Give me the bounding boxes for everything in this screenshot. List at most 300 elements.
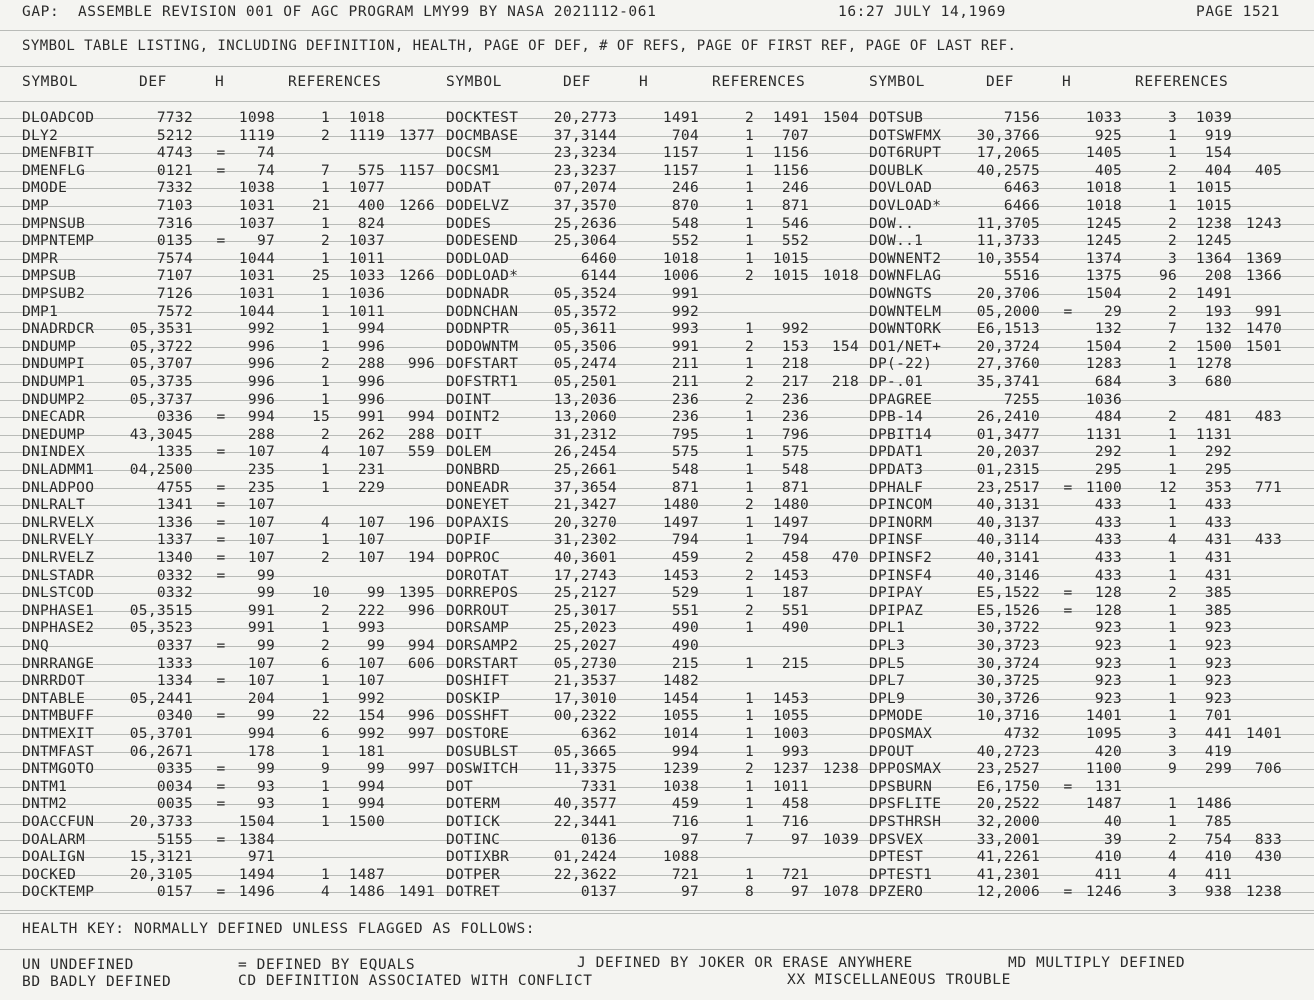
first-reference-page: 707 [781, 128, 809, 144]
symbol-name: DMODE [22, 180, 68, 196]
symbol-definition: 01,2315 [976, 462, 1040, 478]
symbol-definition: 0135 [156, 233, 193, 249]
reference-count: 1 [744, 620, 754, 636]
last-reference-page: 996 [407, 603, 435, 619]
symbol-name: DPL5 [869, 656, 906, 672]
health-key-item: XX MISCELLANEOUS TROUBLE [787, 972, 1011, 988]
symbol-definition: 1333 [156, 656, 193, 672]
definition-page: 684 [1094, 374, 1122, 390]
symbol-name: DMENFBIT [22, 145, 95, 161]
definition-page: 1491 [662, 110, 699, 126]
symbol-definition: 13,2036 [553, 392, 617, 408]
symbol-definition: 10,3554 [976, 251, 1040, 267]
reference-count: 1 [1167, 550, 1177, 566]
first-reference-page: 1237 [772, 761, 809, 777]
definition-page: 1018 [1085, 198, 1122, 214]
last-reference-page: 1366 [1245, 268, 1282, 284]
last-reference-page: 991 [1254, 304, 1282, 320]
health-flag: = [216, 884, 226, 900]
symbol-name: DOTPER [446, 867, 501, 883]
reference-count: 2 [744, 268, 754, 284]
reference-count: 2 [1167, 832, 1177, 848]
symbol-name: DOPIF [446, 532, 492, 548]
reference-count: 6 [320, 726, 330, 742]
last-reference-page: 1266 [398, 198, 435, 214]
reference-count: 2 [320, 603, 330, 619]
symbol-name: DMPNTEMP [22, 233, 95, 249]
first-reference-page: 1500 [348, 814, 385, 830]
first-reference-page: 1018 [348, 110, 385, 126]
last-reference-page: 997 [407, 726, 435, 742]
symbol-definition: 1336 [156, 515, 193, 531]
symbol-definition: E5,1526 [976, 603, 1040, 619]
symbol-definition: 00,2322 [553, 708, 617, 724]
symbol-definition: 1337 [156, 532, 193, 548]
definition-page: 97 [680, 832, 699, 848]
reference-count: 1 [744, 180, 754, 196]
reference-count: 2 [1167, 304, 1177, 320]
reference-count: 2 [1167, 163, 1177, 179]
definition-page: 131 [1094, 779, 1122, 795]
reference-count: 1 [320, 110, 330, 126]
first-reference-page: 1011 [772, 779, 809, 795]
symbol-definition: 40,3141 [976, 550, 1040, 566]
symbol-definition: 4755 [156, 480, 193, 496]
first-reference-page: 575 [781, 444, 809, 460]
reference-count: 4 [320, 515, 330, 531]
symbol-definition: 40,3146 [976, 568, 1040, 584]
definition-page: 1374 [1085, 251, 1122, 267]
symbol-name: DORSTART [446, 656, 519, 672]
definition-page: 99 [256, 638, 275, 654]
first-reference-page: 218 [781, 356, 809, 372]
assembly-header: GAP: ASSEMBLE REVISION 001 OF AGC PROGRAM LMY99 BY NASA 2021112-061 [22, 4, 657, 20]
symbol-name: DOTIXBR [446, 849, 510, 865]
definition-page: 991 [671, 286, 699, 302]
health-key-item: UN UNDEFINED [22, 957, 134, 973]
reference-count: 1 [320, 691, 330, 707]
first-reference-page: 410 [1204, 849, 1232, 865]
symbol-name: DOCKTEST [446, 110, 519, 126]
symbol-name: DOFSTRT1 [446, 374, 519, 390]
reference-count: 3 [1167, 884, 1177, 900]
symbol-name: DLOADCOD [22, 110, 95, 126]
first-reference-page: 385 [1204, 603, 1232, 619]
symbol-name: DODOWNTM [446, 339, 519, 355]
symbol-name: DPSBURN [869, 779, 933, 795]
symbol-name: DPMODE [869, 708, 924, 724]
definition-page: 235 [247, 462, 275, 478]
definition-page: 40 [1103, 814, 1122, 830]
symbol-name: DPIPAY [869, 585, 924, 601]
symbol-definition: 31,2302 [553, 532, 617, 548]
symbol-definition: 04,2500 [129, 462, 193, 478]
definition-page: 993 [671, 321, 699, 337]
symbol-definition: 21,3427 [553, 497, 617, 513]
reference-count: 1 [744, 796, 754, 812]
first-reference-page: 99 [366, 761, 385, 777]
header-page-number: PAGE 1521 [1196, 4, 1280, 20]
first-reference-page: 419 [1204, 744, 1232, 760]
symbol-definition: 13,2060 [553, 409, 617, 425]
symbol-name: DPDAT3 [869, 462, 924, 478]
column-header-health: H [639, 74, 649, 90]
symbol-name: DNTM1 [22, 779, 68, 795]
health-flag: = [216, 480, 226, 496]
definition-page: 433 [1094, 568, 1122, 584]
symbol-definition: 05,3531 [129, 321, 193, 337]
symbol-definition: 1335 [156, 444, 193, 460]
first-reference-page: 107 [357, 656, 385, 672]
definition-page: 1095 [1085, 726, 1122, 742]
symbol-name: DOSTORE [446, 726, 510, 742]
definition-page: 288 [247, 427, 275, 443]
symbol-name: DPL1 [869, 620, 906, 636]
symbol-name: DMENFLG [22, 163, 86, 179]
definition-page: 1031 [238, 268, 275, 284]
symbol-definition: 7156 [1003, 110, 1040, 126]
definition-page: 994 [247, 409, 275, 425]
definition-page: 93 [256, 796, 275, 812]
definition-page: 996 [247, 356, 275, 372]
definition-page: 1037 [238, 216, 275, 232]
symbol-definition: 30,3723 [976, 638, 1040, 654]
definition-page: 871 [671, 480, 699, 496]
first-reference-page: 107 [357, 532, 385, 548]
ruled-line [0, 66, 1314, 67]
symbol-definition: 0332 [156, 585, 193, 601]
symbol-name: DNLSTADR [22, 568, 95, 584]
symbol-name: DOWNGTS [869, 286, 933, 302]
symbol-definition: 05,2730 [553, 656, 617, 672]
reference-count: 2 [320, 550, 330, 566]
definition-page: 996 [247, 392, 275, 408]
last-reference-page: 1238 [1245, 884, 1282, 900]
symbol-name: DPINORM [869, 515, 933, 531]
symbol-name: DOPAXIS [446, 515, 510, 531]
last-reference-page: 1266 [398, 268, 435, 284]
definition-page: 1157 [662, 163, 699, 179]
first-reference-page: 107 [357, 550, 385, 566]
first-reference-page: 97 [790, 832, 809, 848]
first-reference-page: 552 [781, 233, 809, 249]
definition-page: 1018 [662, 251, 699, 267]
definition-page: 433 [1094, 550, 1122, 566]
symbol-definition: 22,3441 [553, 814, 617, 830]
definition-page: 99 [256, 585, 275, 601]
symbol-definition: 25,2027 [553, 638, 617, 654]
reference-count: 1 [744, 585, 754, 601]
reference-count: 1 [1167, 444, 1177, 460]
first-reference-page: 701 [1204, 708, 1232, 724]
symbol-definition: 6463 [1003, 180, 1040, 196]
first-reference-page: 871 [781, 480, 809, 496]
symbol-definition: 0335 [156, 761, 193, 777]
reference-count: 2 [1167, 286, 1177, 302]
last-reference-page: 483 [1254, 409, 1282, 425]
definition-page: 795 [671, 427, 699, 443]
first-reference-page: 411 [1204, 867, 1232, 883]
reference-count: 15 [311, 409, 330, 425]
first-reference-page: 992 [781, 321, 809, 337]
first-reference-page: 404 [1204, 163, 1232, 179]
first-reference-page: 1487 [348, 867, 385, 883]
definition-page: 923 [1094, 656, 1122, 672]
first-reference-page: 794 [781, 532, 809, 548]
symbol-definition: 06,2671 [129, 744, 193, 760]
definition-page: 1119 [238, 128, 275, 144]
first-reference-page: 1077 [348, 180, 385, 196]
health-flag: = [1063, 585, 1073, 601]
first-reference-page: 208 [1204, 268, 1232, 284]
definition-page: 1157 [662, 145, 699, 161]
symbol-definition: 05,3665 [553, 744, 617, 760]
reference-count: 1 [744, 691, 754, 707]
first-reference-page: 458 [781, 550, 809, 566]
symbol-name: DNRRANGE [22, 656, 95, 672]
symbol-name: DNTM2 [22, 796, 68, 812]
first-reference-page: 299 [1204, 761, 1232, 777]
first-reference-page: 231 [357, 462, 385, 478]
symbol-definition: 0337 [156, 638, 193, 654]
symbol-name: DPL7 [869, 673, 906, 689]
reference-count: 10 [311, 585, 330, 601]
definition-page: 548 [671, 216, 699, 232]
symbol-name: DPOSMAX [869, 726, 933, 742]
symbol-definition: 32,2000 [976, 814, 1040, 830]
last-reference-page: 1369 [1245, 251, 1282, 267]
definition-page: 490 [671, 620, 699, 636]
definition-page: 1504 [1085, 339, 1122, 355]
reference-count: 2 [320, 638, 330, 654]
symbol-name: DOCMBASE [446, 128, 519, 144]
reference-count: 1 [320, 304, 330, 320]
health-flag: = [216, 409, 226, 425]
last-reference-page: 470 [831, 550, 859, 566]
symbol-definition: 37,3144 [553, 128, 617, 144]
first-reference-page: 754 [1204, 832, 1232, 848]
first-reference-page: 1453 [772, 691, 809, 707]
reference-count: 1 [320, 620, 330, 636]
reference-count: 3 [1167, 374, 1177, 390]
symbol-name: DNDUMP1 [22, 374, 86, 390]
definition-page: 295 [1094, 462, 1122, 478]
definition-page: 991 [671, 339, 699, 355]
reference-count: 1 [320, 462, 330, 478]
first-reference-page: 785 [1204, 814, 1232, 830]
symbol-definition: 25,2023 [553, 620, 617, 636]
reference-count: 4 [1167, 532, 1177, 548]
definition-page: 1482 [662, 673, 699, 689]
definition-page: 1038 [662, 779, 699, 795]
health-flag: = [216, 444, 226, 460]
symbol-name: DNTABLE [22, 691, 86, 707]
symbol-definition: 0034 [156, 779, 193, 795]
symbol-name: DPAGREE [869, 392, 933, 408]
definition-page: 74 [256, 163, 275, 179]
last-reference-page: 1395 [398, 585, 435, 601]
reference-count: 2 [744, 392, 754, 408]
symbol-name: DODNPTR [446, 321, 510, 337]
reference-count: 1 [744, 515, 754, 531]
symbol-name: DNRRDOT [22, 673, 86, 689]
symbol-definition: 6466 [1003, 198, 1040, 214]
symbol-definition: E6,1513 [976, 321, 1040, 337]
column-header-symbol: SYMBOL [446, 74, 502, 90]
symbol-definition: 40,3114 [976, 532, 1040, 548]
symbol-definition: 05,3506 [553, 339, 617, 355]
symbol-name: DPIPAZ [869, 603, 924, 619]
symbol-definition: 23,3237 [553, 163, 617, 179]
definition-page: 1245 [1085, 233, 1122, 249]
first-reference-page: 1033 [348, 268, 385, 284]
last-reference-page: 1243 [1245, 216, 1282, 232]
definition-page: 1480 [662, 497, 699, 513]
symbol-definition: 0340 [156, 708, 193, 724]
last-reference-page: 771 [1254, 480, 1282, 496]
symbol-name: DOPROC [446, 550, 501, 566]
first-reference-page: 1039 [1195, 110, 1232, 126]
symbol-definition: 05,3707 [129, 356, 193, 372]
last-reference-page: 194 [407, 550, 435, 566]
symbol-definition: 21,3537 [553, 673, 617, 689]
definition-page: 236 [671, 392, 699, 408]
first-reference-page: 992 [357, 691, 385, 707]
reference-count: 1 [744, 726, 754, 742]
column-header-def: DEF [563, 74, 591, 90]
definition-page: 128 [1094, 585, 1122, 601]
symbol-name: DOT6RUPT [869, 145, 942, 161]
symbol-definition: 20,2522 [976, 796, 1040, 812]
health-flag: = [216, 673, 226, 689]
reference-count: 2 [320, 427, 330, 443]
first-reference-page: 996 [357, 374, 385, 390]
definition-page: 1033 [1085, 110, 1122, 126]
symbol-definition: 41,2261 [976, 849, 1040, 865]
first-reference-page: 1245 [1195, 233, 1232, 249]
symbol-definition: 25,2127 [553, 585, 617, 601]
health-flag: = [216, 497, 226, 513]
symbol-name: DOWNFLAG [869, 268, 942, 284]
symbol-name: DNINDEX [22, 444, 86, 460]
last-reference-page: 1039 [822, 832, 859, 848]
last-reference-page: 430 [1254, 849, 1282, 865]
definition-page: 1283 [1085, 356, 1122, 372]
reference-count: 1 [744, 356, 754, 372]
first-reference-page: 99 [366, 638, 385, 654]
symbol-name: DONBRD [446, 462, 501, 478]
symbol-name: DOTERM [446, 796, 501, 812]
first-reference-page: 1453 [772, 568, 809, 584]
reference-count: 2 [320, 356, 330, 372]
last-reference-page: 996 [407, 356, 435, 372]
last-reference-page: 1238 [822, 761, 859, 777]
last-reference-page: 1491 [398, 884, 435, 900]
symbol-definition: 20,3706 [976, 286, 1040, 302]
symbol-definition: 05,3515 [129, 603, 193, 619]
definition-page: 1055 [662, 708, 699, 724]
reference-count: 2 [744, 497, 754, 513]
reference-count: 1 [1167, 638, 1177, 654]
first-reference-page: 1015 [772, 251, 809, 267]
first-reference-page: 1015 [1195, 180, 1232, 196]
definition-page: 1098 [238, 110, 275, 126]
first-reference-page: 433 [1204, 515, 1232, 531]
symbol-name: DOW.. [869, 216, 915, 232]
first-reference-page: 246 [781, 180, 809, 196]
health-key-item: CD DEFINITION ASSOCIATED WITH CONFLICT [238, 973, 593, 989]
definition-page: 211 [671, 356, 699, 372]
symbol-name: DP-.01 [869, 374, 924, 390]
symbol-definition: 7316 [156, 216, 193, 232]
symbol-definition: 33,2001 [976, 832, 1040, 848]
symbol-name: DNPHASE2 [22, 620, 95, 636]
symbol-definition: 05,2441 [129, 691, 193, 707]
symbol-definition: 25,2661 [553, 462, 617, 478]
first-reference-page: 236 [781, 392, 809, 408]
last-reference-page: 994 [407, 409, 435, 425]
reference-count: 4 [320, 444, 330, 460]
symbol-definition: 05,3572 [553, 304, 617, 320]
definition-page: 575 [671, 444, 699, 460]
symbol-name: DPBIT14 [869, 427, 933, 443]
health-flag: = [216, 145, 226, 161]
symbol-definition: 25,2636 [553, 216, 617, 232]
reference-count: 1 [744, 444, 754, 460]
symbol-definition: 7255 [1003, 392, 1040, 408]
symbol-name: DOSKIP [446, 691, 501, 707]
definition-page: 704 [671, 128, 699, 144]
symbol-definition: 30,3722 [976, 620, 1040, 636]
symbol-name: DOCSM1 [446, 163, 501, 179]
symbol-definition: 40,3137 [976, 515, 1040, 531]
symbol-name: DPPOSMAX [869, 761, 942, 777]
definition-page: 484 [1094, 409, 1122, 425]
definition-page: 490 [671, 638, 699, 654]
symbol-name: DMP [22, 198, 50, 214]
symbol-definition: 5155 [156, 832, 193, 848]
symbol-definition: 7107 [156, 268, 193, 284]
symbol-definition: 22,3622 [553, 867, 617, 883]
header-time-date: 16:27 JULY 14,1969 [838, 4, 1006, 20]
symbol-name: DOSWITCH [446, 761, 519, 777]
last-reference-page: 559 [407, 444, 435, 460]
first-reference-page: 1497 [772, 515, 809, 531]
definition-page: 1494 [238, 867, 275, 883]
definition-page: 1036 [1085, 392, 1122, 408]
reference-count: 1 [744, 216, 754, 232]
definition-page: 1031 [238, 286, 275, 302]
symbol-definition: 30,3724 [976, 656, 1040, 672]
ruled-line [0, 30, 1314, 31]
symbol-definition: 6144 [580, 268, 617, 284]
symbol-definition: 23,2527 [976, 761, 1040, 777]
definition-page: 991 [247, 620, 275, 636]
column-header-health: H [1062, 74, 1072, 90]
symbol-definition: 05,2000 [976, 304, 1040, 320]
last-reference-page: 433 [1254, 532, 1282, 548]
definition-page: 107 [247, 532, 275, 548]
health-flag: = [216, 708, 226, 724]
first-reference-page: 107 [357, 515, 385, 531]
first-reference-page: 919 [1204, 128, 1232, 144]
reference-count: 3 [1167, 744, 1177, 760]
last-reference-page: 1157 [398, 163, 435, 179]
last-reference-page: 1377 [398, 128, 435, 144]
symbol-name: DOW..1 [869, 233, 924, 249]
first-reference-page: 292 [1204, 444, 1232, 460]
symbol-name: DNPHASE1 [22, 603, 95, 619]
